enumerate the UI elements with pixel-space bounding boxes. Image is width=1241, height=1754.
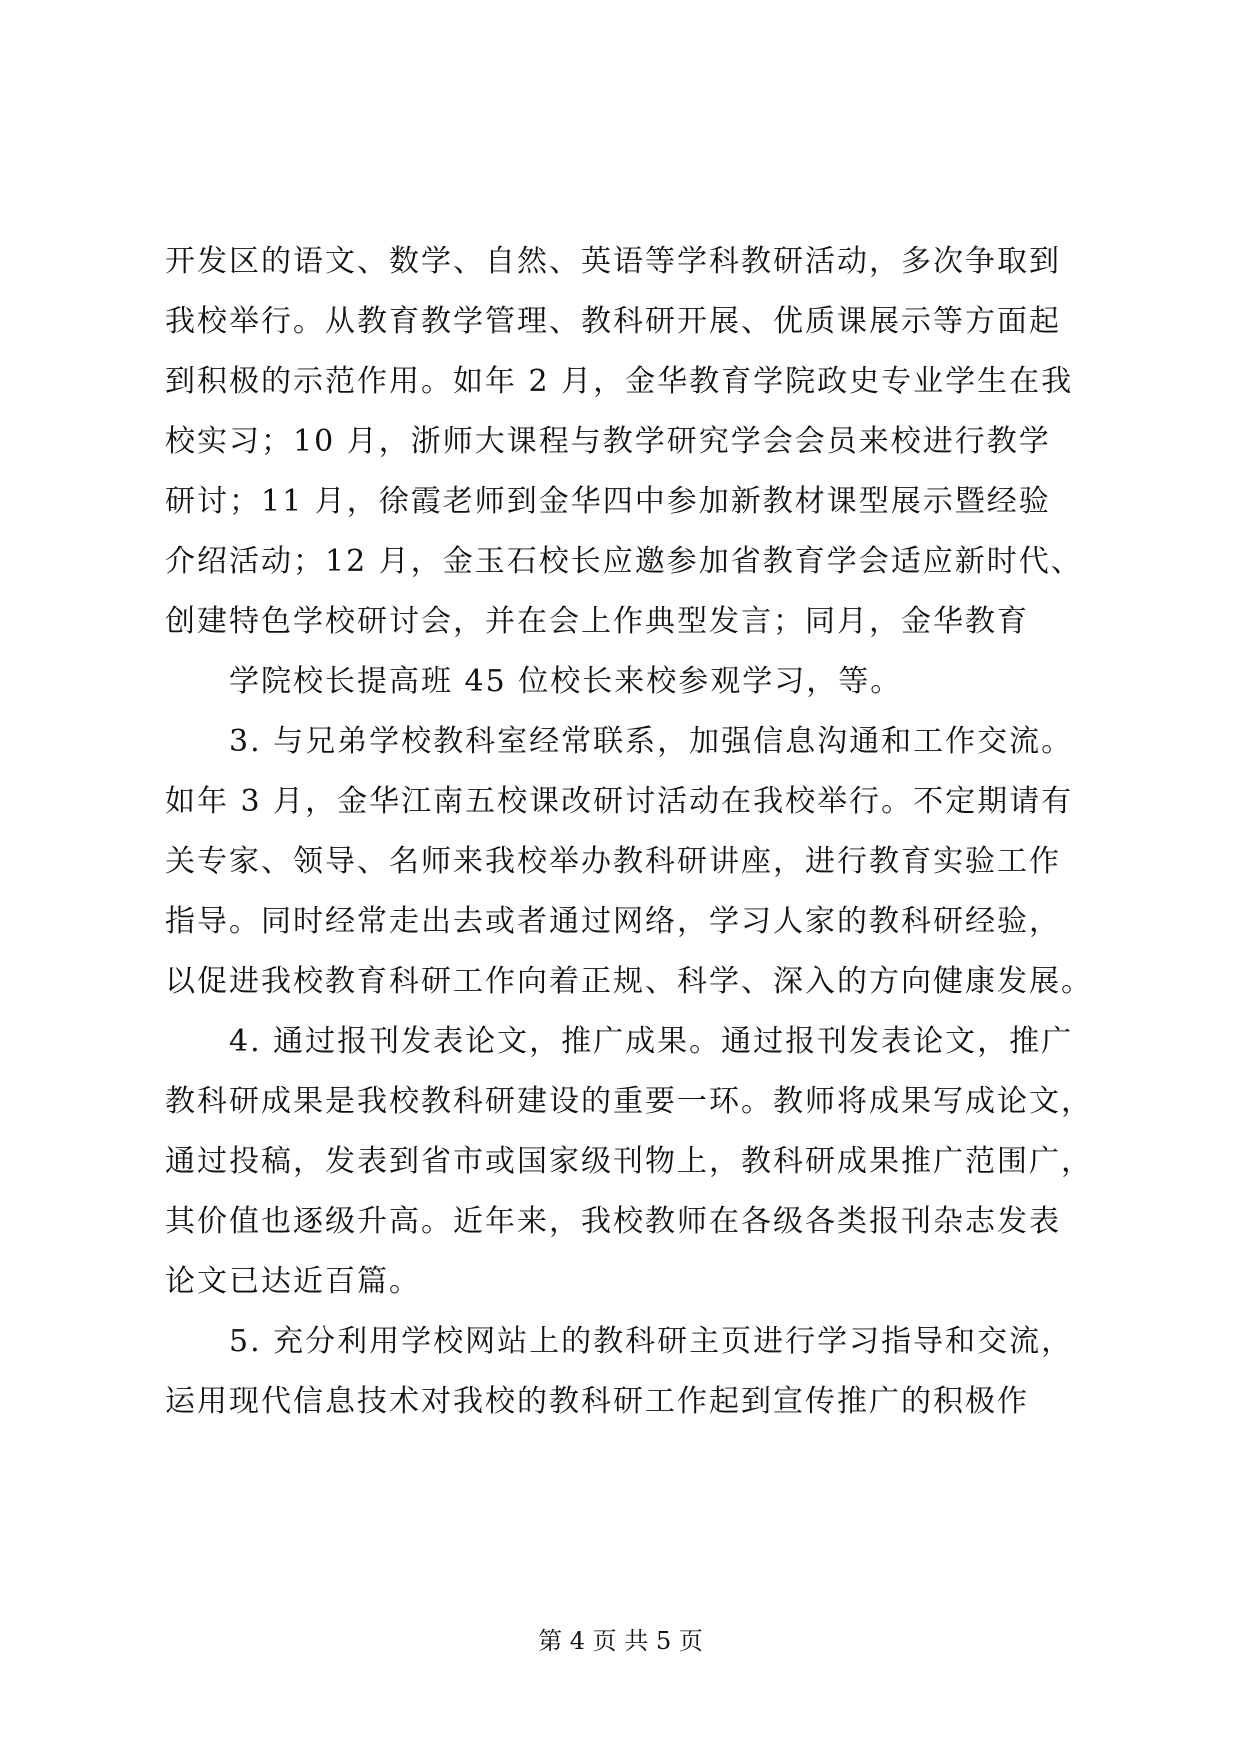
text-line: 我校举行。从教育教学管理、教科研开展、优质课展示等方面起 (165, 304, 1061, 339)
text-line: 关专家、领导、名师来我校举办教科研讲座，进行教育实验工作 (165, 844, 1061, 879)
text-line: 校实习；10 月，浙师大课程与教学研究学会会员来校进行教学 (165, 424, 1051, 459)
text-line: 通过投稿，发表到省市或国家级刊物上，教科研成果推广范围广， (165, 1144, 1093, 1179)
text-line: 开发区的语文、数学、自然、英语等学科教研活动，多次争取到 (165, 244, 1061, 279)
text-line: 论文已达近百篇。 (165, 1264, 421, 1299)
paragraph-3-first-line: 3. 与兄弟学校教科室经常联系，加强信息沟通和工作交流。 (229, 724, 1074, 759)
page-footer: 第 4 页 共 5 页 (538, 1627, 703, 1655)
text-line: 运用现代信息技术对我校的教科研工作起到宣传推广的积极作 (165, 1384, 1029, 1419)
text-line: 以促进我校教育科研工作向着正规、科学、深入的方向健康发展。 (165, 964, 1093, 999)
text-line: 指导。同时经常走出去或者通过网络，学习人家的教科研经验， (165, 904, 1061, 939)
text-line: 其价值也逐级升高。近年来，我校教师在各级各类报刊杂志发表 (165, 1204, 1061, 1239)
text-line: 创建特色学校研讨会，并在会上作典型发言；同月，金华教育 (165, 604, 1029, 639)
text-line: 学院校长提高班 45 位校长来校参观学习，等。 (229, 664, 903, 699)
paragraph-5-first-line: 5. 充分利用学校网站上的教科研主页进行学习指导和交流， (229, 1324, 1074, 1359)
paragraph-4-first-line: 4. 通过报刊发表论文，推广成果。通过报刊发表论文，推广 (229, 1024, 1074, 1059)
body-text (165, 232, 1093, 1432)
text-line: 研讨；11 月，徐霞老师到金华四中参加新教材课型展示暨经验 (165, 484, 1051, 519)
text-line: 如年 3 月，金华江南五校课改研讨活动在我校举行。不定期请有 (165, 784, 1074, 819)
text-line: 教科研成果是我校教科研建设的重要一环。教师将成果写成论文， (165, 1084, 1093, 1119)
text-line: 到积极的示范作用。如年 2 月，金华教育学院政史专业学生在我 (165, 364, 1074, 399)
text-line: 介绍活动；12 月，金玉石校长应邀参加省教育学会适应新时代、 (165, 544, 1083, 579)
